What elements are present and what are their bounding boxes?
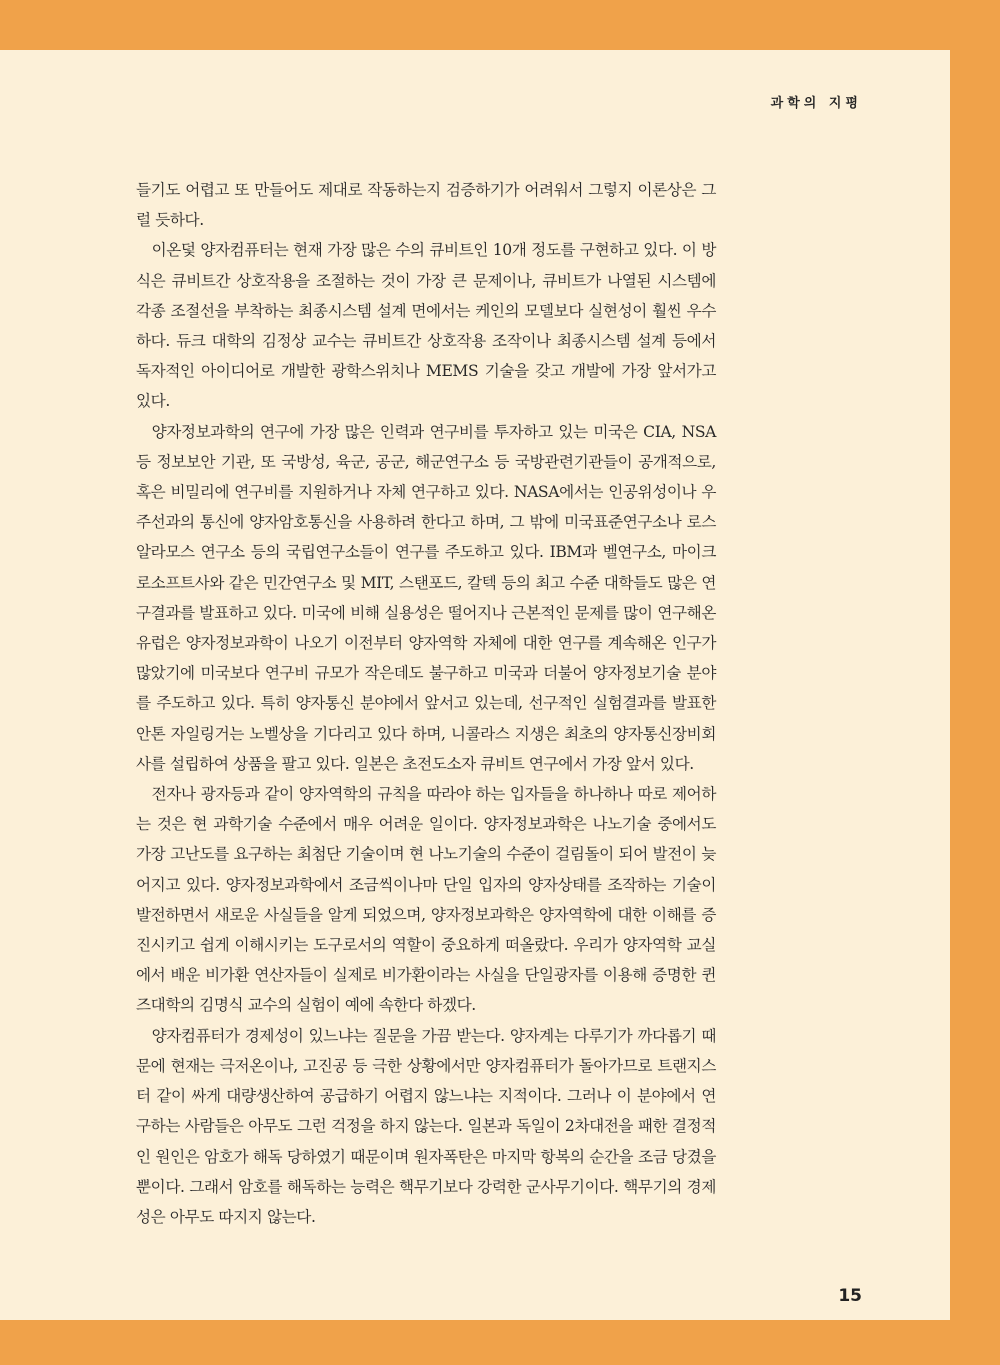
body-text: [136, 175, 716, 1232]
paragraph-particle-control: 전자나 광자등과 같이 양자역학의 규칙을 따라야 하는 입자들을 하나하나 따로 제어하는 것은 현 과학기술 수준에서 매우 어려운 일이다. 양자정보과학은 나노기술 중에서도 가장 고난도를 요구하는 최첨단 기술이며 현 나노기술의 수준이 걸림돌이 되어 발전이 늦어지고 있다. 양자정보과학에서 조금씩이나마 단일 입자의 양자상태를 조작하는 기술이 발전하면서 새로운 사실들을 알게 되었으며, 양자정보과학은 양자역학에 대한 이해를 증진시키고 쉽게 이해시키는 도구로서의 역할이 중요하게 떠올랐다. 우리가 양자역학 교실에서 배운 비가환 연산자들이 실제로 비가환이라는 사실을 단일광자를 이용해 증명한 퀸즈대학의 김명식 교수의 실험이 예에 속한다 하겠다.: [136, 785, 716, 1015]
paragraph-ion-trap: 이온덫 양자컴퓨터는 현재 가장 많은 수의 큐비트인 10개 정도를 구현하고 있다. 이 방식은 큐비트간 상호작용을 조절하는 것이 가장 큰 문제이나, 큐비트가 나열된 시스템에 각종 조절선을 부착하는 최종시스템 설계 면에서는 케인의 모델보다 실현성이 훨씬 우수하다. 듀크 대학의 김정상 교수는 큐비트간 상호작용 조작이나 최종시스템 설계 등에서 독자적인 아이디어로 개발한 광학스위치나 MEMS 기술을 갖고 개발에 가장 앞서가고 있다.: [136, 241, 716, 411]
paragraph-research-landscape: 양자정보과학의 연구에 가장 많은 인력과 연구비를 투자하고 있는 미국은 CIA, NSA 등 정보보안 기관, 또 국방성, 육군, 공군, 해군연구소 등 국방관련기관들이 공개적으로, 혹은 비밀리에 연구비를 지원하거나 자체 연구하고 있다. NASA에서는 인공위성이나 우주선과의 통신에 양자암호통신을 사용하려 한다고 하며, 그 밖에 미국표준연구소나 로스알라모스 연구소 등의 국립연구소들이 연구를 주도하고 있다. IBM과 벨연구소, 마이크로소프트사와 같은 민간연구소 및 MIT, 스탠포드, 칼텍 등의 최고 수준 대학들도 많은 연구결과를 발표하고 있다. 미국에 비해 실용성은 떨어지나 근본적인 문제를 많이 연구해온 유럽은 양자정보과학이 나오기 이전부터 양자역학 자체에 대한 연구를 계속해온 인구가 많았기에 미국보다 연구비 규모가 작은데도 불구하고 미국과 더불어 양자정보기술 분야를 주도하고 있다. 특히 양자통신 분야에서 앞서고 있는데, 선구적인 실험결과를 발표한 안톤 자일링거는 노벨상을 기다리고 있다 하며, 니콜라스 지생은 최초의 양자통신장비회사를 설립하여 상품을 팔고 있다. 일본은 초전도소자 큐비트 연구에서 가장 앞서 있다.: [136, 422, 716, 773]
paragraph-economics: 양자컴퓨터가 경제성이 있느냐는 질문을 가끔 받는다. 양자계는 다루기가 까다롭기 때문에 현재는 극저온이나, 고진공 등 극한 상황에서만 양자컴퓨터가 돌아가므로 트랜지스터 같이 싸게 대량생산하여 공급하기 어렵지 않느냐는 지적이다. 그러나 이 분야에서 연구하는 사람들은 아무도 그런 걱정을 하지 않는다. 일본과 독일이 2차대전을 패한 결정적인 원인은 암호가 해독 당하였기 때문이며 원자폭탄은 마지막 항복의 순간을 조금 당겼을 뿐이다. 그래서 암호를 해독하는 능력은 핵무기보다 강력한 군사무기이다. 핵무기의 경제성은 아무도 따지지 않는다.: [136, 1026, 716, 1226]
running-header: 과학의 지평: [770, 96, 862, 111]
paragraph-continuation: 들기도 어렵고 또 만들어도 제대로 작동하는지 검증하기가 어려워서 그렇지 이론상은 그럴 듯하다.: [136, 181, 716, 230]
page-number: 15: [838, 1286, 862, 1306]
page: [0, 50, 950, 1320]
